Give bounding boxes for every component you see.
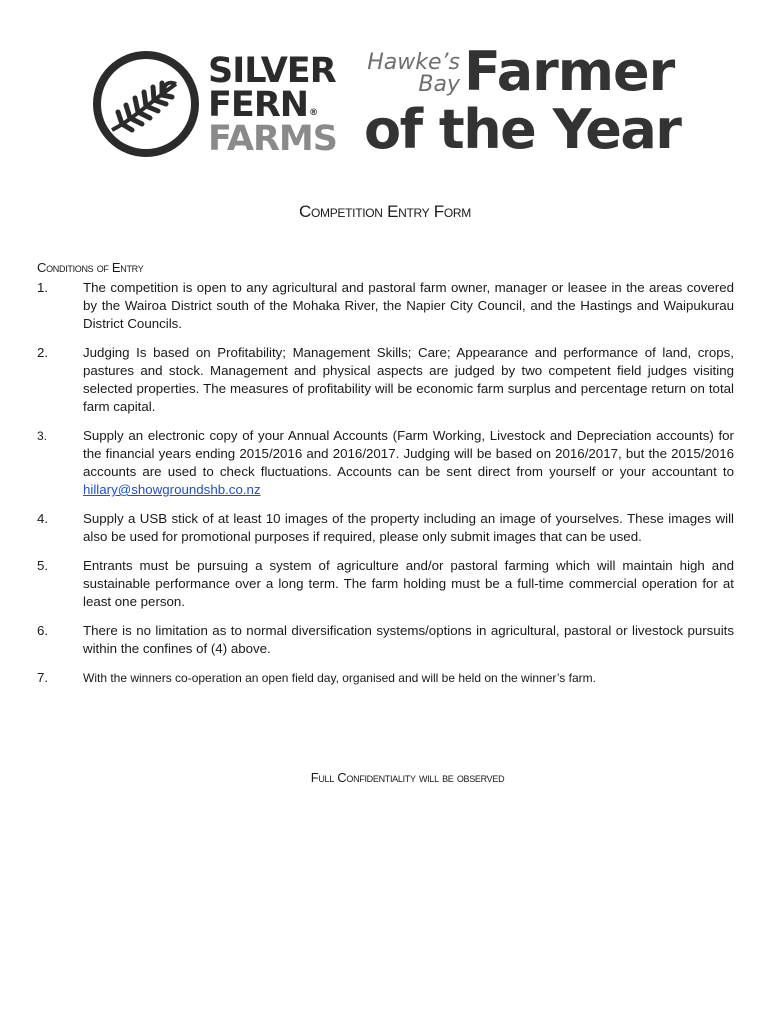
region-line-2: Bay <box>418 72 460 97</box>
condition-number: 2. <box>37 345 49 360</box>
silver-fern-farms-wordmark <box>208 51 337 159</box>
condition-item-7 <box>37 669 734 687</box>
hawkes-bay-label <box>366 52 460 96</box>
condition-item-2 <box>37 344 734 416</box>
brand-line-fern: FERN® <box>208 85 318 125</box>
condition-number: 1. <box>37 280 49 295</box>
condition-item-5 <box>37 557 734 611</box>
brand-line-farms: FARMS <box>208 119 337 159</box>
condition-text: With the winners co-operation an open field day, organised and will be held on the winner’s farm. <box>83 671 596 685</box>
condition-text-wrapper <box>83 428 734 497</box>
silver-fern-logo-icon <box>92 50 200 158</box>
email-link[interactable]: hillary@showgroundshb.co.nz <box>83 482 261 497</box>
registered-mark: ® <box>309 108 318 118</box>
condition-text: Supply a USB stick of at least 10 images of the property including an image of yourselves. These images will also be used for promotional purposes if required, please only submit images that can be used. <box>83 511 734 544</box>
condition-number: 7. <box>37 670 49 685</box>
condition-text: Supply an electronic copy of your Annual Accounts (Farm Working, Livestock and Depreciation accounts) for the financial years ending 2015/2016 and 2016/2017. Judging will be based on 2016/2017, but the 2015/2016 accounts are used to check fluctuations. Accounts can be sent direct from yourself or your accountant to <box>83 428 734 479</box>
condition-text: The competition is open to any agricultural and pastoral farm owner, manager or leasee in the areas covered by the Wairoa District south of the Mohaka River, the Napier City Council, and the Hastings and Waipukurau District Councils. <box>83 280 734 331</box>
condition-text: There is no limitation as to normal diversification systems/options in agricultural, pastoral or livestock pursuits within the confines of (4) above. <box>83 623 734 656</box>
condition-number: 5. <box>37 558 49 573</box>
condition-number: 4. <box>37 511 49 526</box>
award-title-line-1: Farmer <box>464 40 675 103</box>
page-title: Competition Entry Form <box>299 202 471 221</box>
conditions-heading: Conditions of Entry <box>37 260 144 275</box>
confidentiality-note: Full Confidentiality will be observed <box>310 770 505 785</box>
region-line-1: Hawke’s <box>367 50 460 75</box>
condition-text: Judging Is based on Profitability; Management Skills; Care; Appearance and performance of land, crops, pastures and stock. Management and physical aspects are judged by two competent field judges visiting selected properties. The measures of profitability will be economic farm surplus and percentage return on total farm capital. <box>83 345 734 414</box>
condition-item-6 <box>37 622 734 658</box>
condition-text: Entrants must be pursuing a system of agriculture and/or pastoral farming which will maintain high and sustainable performance over a long term. The farm holding must be a full-time commercial operation for at least one person. <box>83 558 734 609</box>
condition-number: 6. <box>37 623 49 638</box>
condition-number: 3. <box>37 429 48 443</box>
logo-header <box>92 42 692 172</box>
condition-item-4 <box>37 510 734 546</box>
brand-line-silver: SILVER <box>208 51 336 91</box>
conditions-list <box>37 279 734 698</box>
award-title-line-2: of the Year <box>364 98 681 161</box>
condition-item-1 <box>37 279 734 333</box>
condition-item-3 <box>37 427 734 499</box>
